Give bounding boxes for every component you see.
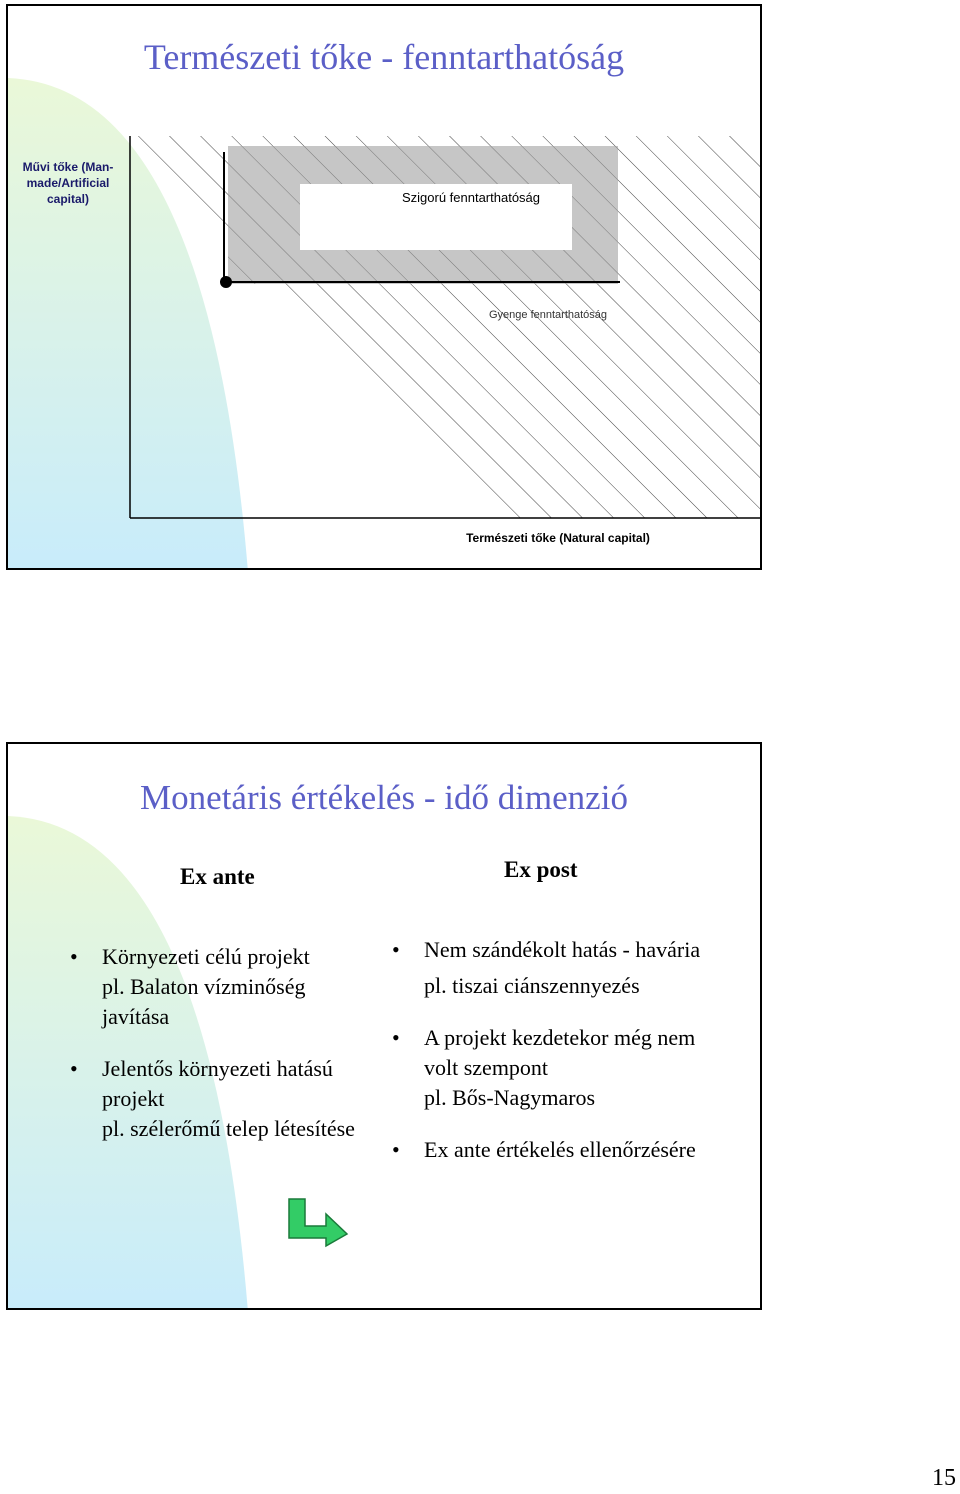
slide-title: Monetáris értékelés - idő dimenzió [140,778,628,817]
page-number: 15 [932,1465,956,1491]
list-item-example: pl. szélerőmű telep létesítése [102,1116,355,1141]
ex-ante-heading: Ex ante [180,864,255,889]
sustainability-diagram [8,6,762,570]
list-item: • Jelentős környezeti hatású projekt [70,1054,370,1114]
ex-post-list [392,935,732,1165]
list-item: • Nem szándékolt hatás - havária [392,935,732,965]
list-item: • Ex ante értékelés ellenőrzésére [392,1135,732,1165]
strong-sustainability-label: Szigorú fenntarthatóság [401,190,541,205]
list-item: • A projekt kezdetekor még nem volt szempont [392,1023,732,1083]
reference-point [220,276,232,288]
slide-title: Természeti tőke - fenntarthatóság [143,37,625,77]
green-turn-arrow-icon-hidden [288,758,352,810]
slide-natural-capital [6,4,762,570]
green-turn-arrow-icon [286,1196,350,1248]
y-axis-label: Művi tőke (Man-made/Artificial capital) [22,160,114,206]
list-item: • Környezeti célú projekt [70,942,370,972]
weak-sustainability-label: Gyenge fenntarthatóság [488,309,608,321]
ex-ante-list [70,942,370,1144]
list-item-example: pl. tiszai ciánszennyezés [424,973,640,998]
list-item-example: pl. Bős-Nagymaros [424,1085,596,1110]
x-axis-label: Természeti tőke (Natural capital) [466,531,650,545]
list-item-example: pl. Balaton vízminőség javítása [102,974,306,1029]
slide-monetary-valuation [6,742,762,1310]
ex-post-heading: Ex post [504,857,578,882]
